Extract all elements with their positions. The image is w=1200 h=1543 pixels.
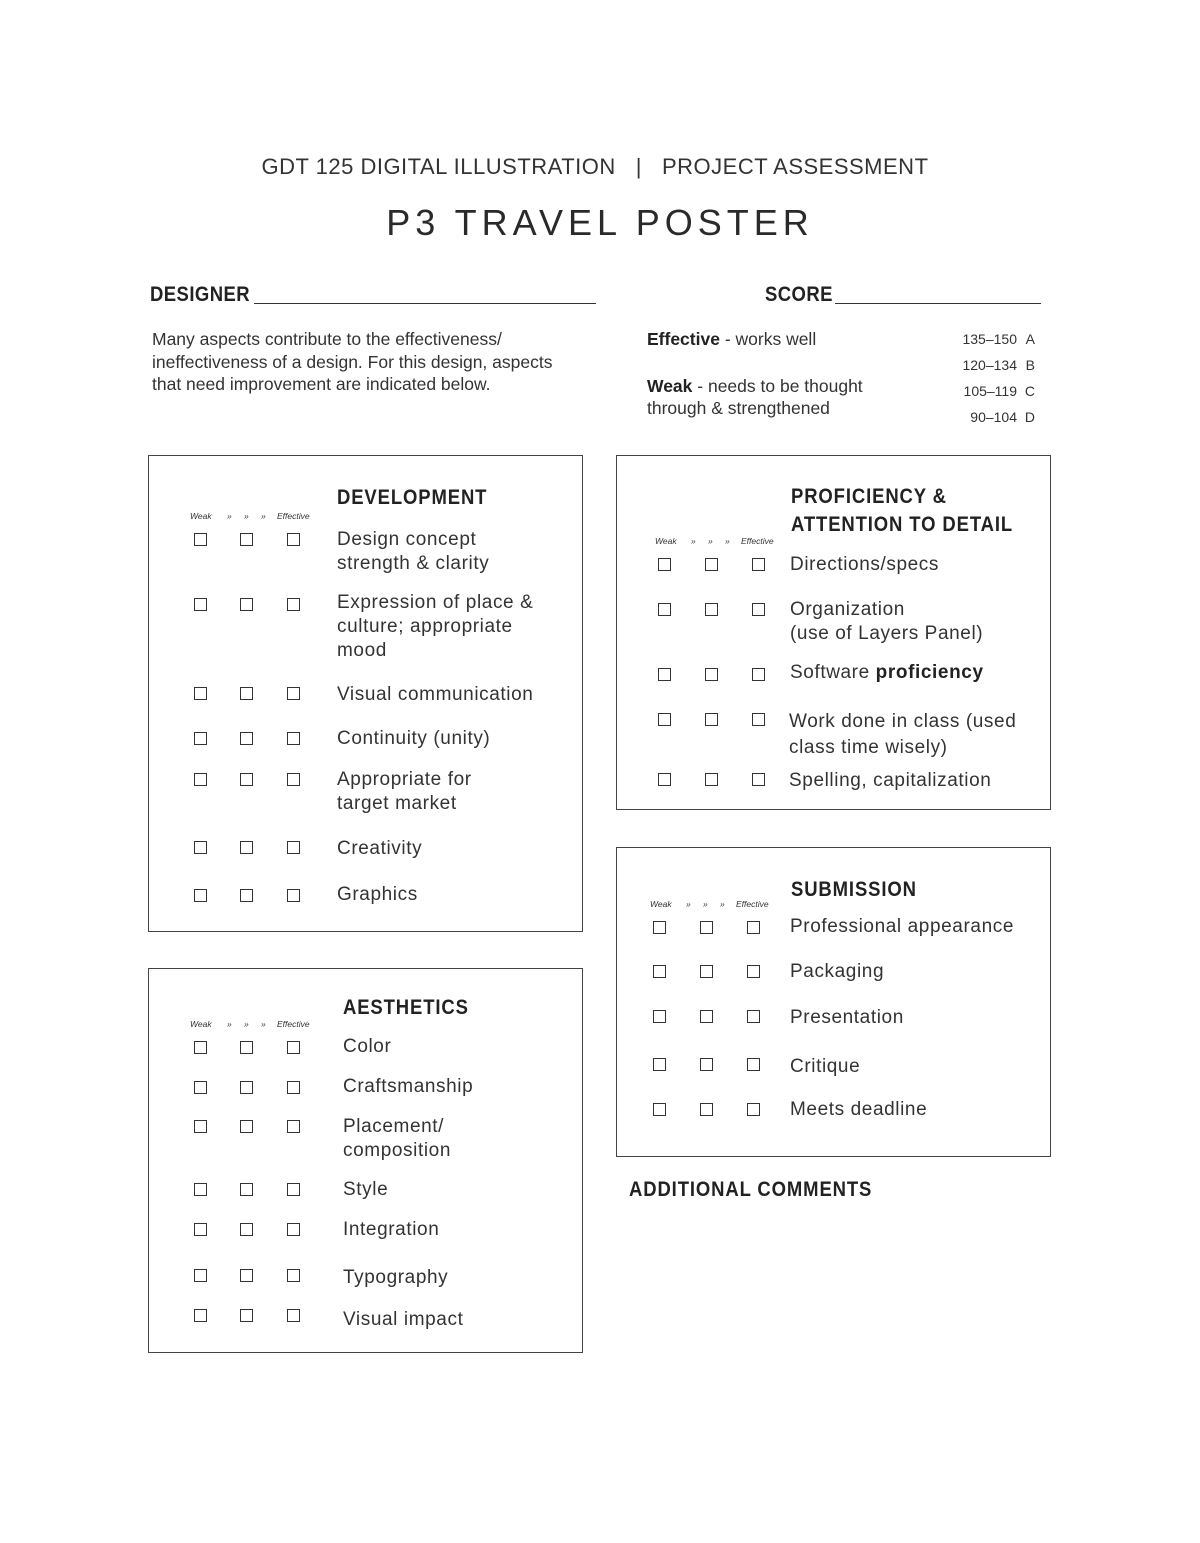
course-header [0,154,1190,180]
checkbox-effective[interactable] [287,773,300,786]
designer-field[interactable] [254,303,596,304]
checkbox-mid[interactable] [240,1183,253,1196]
checkbox-mid[interactable] [240,889,253,902]
additional-comments-label: ADDITIONAL COMMENTS [629,1178,873,1201]
criterion-target-market [337,768,472,816]
checkbox-weak[interactable] [653,1103,666,1116]
criterion-line: Design concept [337,529,477,550]
criterion-line: Organization [790,599,905,620]
checkbox-weak[interactable] [194,1041,207,1054]
course-name: GDT 125 DIGITAL ILLUSTRATION [261,154,616,179]
proficiency-title-line: PROFICIENCY & [791,485,947,508]
checkbox-effective[interactable] [287,1081,300,1094]
checkbox-effective[interactable] [287,1309,300,1322]
criterion-line: culture; appropriate [337,616,513,637]
checkbox-effective[interactable] [747,965,760,978]
scale-arrow: » [244,511,249,521]
criterion-line: mood [337,640,387,661]
criterion-integration: Integration [343,1219,440,1240]
criterion-critique: Critique [790,1056,861,1077]
criterion-line: Expression of place & [337,592,534,613]
checkbox-effective[interactable] [747,921,760,934]
scale-arrow: » [703,899,708,909]
scale-arrow: » [261,511,266,521]
checkbox-weak[interactable] [194,1269,207,1282]
scale-effective: Effective [277,511,310,521]
checkbox-effective[interactable] [747,1103,760,1116]
checkbox-weak[interactable] [658,713,671,726]
checkbox-mid[interactable] [700,965,713,978]
checkbox-weak[interactable] [194,773,207,786]
proficiency-title-line: ATTENTION TO DETAIL [791,513,1014,536]
rating-scale-header [650,899,780,911]
criterion-visual-impact: Visual impact [343,1309,464,1330]
grade-range: 120–134 [962,357,1017,373]
criterion-line: Software [790,662,876,683]
checkbox-weak[interactable] [194,1183,207,1196]
checkbox-weak[interactable] [653,1058,666,1071]
criterion-design-concept [337,528,489,576]
legend-weak-desc: - needs to be thought through & strengthened [647,376,863,418]
checkbox-weak[interactable] [194,841,207,854]
criterion-line: target market [337,793,457,814]
scale-weak: Weak [650,899,672,909]
checkbox-effective[interactable] [752,668,765,681]
grade-row [955,331,1050,357]
criterion-visual-communication: Visual communication [337,684,534,705]
checkbox-weak[interactable] [653,921,666,934]
scale-arrow: » [708,536,713,546]
checkbox-weak[interactable] [194,533,207,546]
criterion-spelling: Spelling, capitalization [789,770,992,791]
scale-arrow: » [227,511,232,521]
grade-letter: D [1024,409,1035,425]
checkbox-weak[interactable] [658,603,671,616]
criterion-line: class time wisely) [789,737,948,758]
score-field[interactable] [835,303,1041,304]
checkbox-mid[interactable] [705,603,718,616]
checkbox-effective[interactable] [287,1041,300,1054]
criterion-presentation: Presentation [790,1007,904,1028]
grade-letter: B [1025,357,1035,373]
checkbox-mid[interactable] [700,1010,713,1023]
grade-row [955,383,1050,409]
checkbox-mid[interactable] [705,558,718,571]
checkbox-weak[interactable] [653,1010,666,1023]
grade-row [955,357,1050,383]
proficiency-title [791,483,1013,539]
checkbox-mid[interactable] [240,732,253,745]
criterion-continuity: Continuity (unity) [337,728,491,749]
assessment-label: PROJECT ASSESSMENT [661,154,929,179]
grade-scale [955,331,1050,435]
additional-comments-area[interactable] [629,1212,1050,1352]
checkbox-effective[interactable] [287,687,300,700]
criterion-line: Placement/ [343,1116,445,1137]
criterion-line: strength & clarity [337,553,490,574]
scale-arrow: » [720,899,725,909]
rating-scale-header [190,511,320,523]
criterion-directions: Directions/specs [790,554,939,575]
checkbox-effective[interactable] [287,889,300,902]
criterion-line: (use of Layers Panel) [790,623,984,644]
criterion-line: Appropriate for [337,769,472,790]
checkbox-mid[interactable] [700,1058,713,1071]
checkbox-effective[interactable] [287,732,300,745]
header-separator: | [635,154,642,179]
grade-letter: A [1025,331,1035,347]
checkbox-mid[interactable] [700,1103,713,1116]
criterion-craftsmanship: Craftsmanship [343,1076,474,1097]
checkbox-effective[interactable] [752,713,765,726]
checkbox-mid[interactable] [240,841,253,854]
checkbox-weak[interactable] [194,1223,207,1236]
scale-arrow: » [244,1019,249,1029]
checkbox-mid[interactable] [240,1309,253,1322]
legend-effective [647,328,907,350]
checkbox-weak[interactable] [194,598,207,611]
criterion-emphasis: proficiency [875,662,984,683]
checkbox-mid[interactable] [240,533,253,546]
scale-weak: Weak [655,536,677,546]
checkbox-weak[interactable] [194,1081,207,1094]
criterion-work-in-class [789,709,1016,761]
checkbox-effective[interactable] [752,603,765,616]
checkbox-mid[interactable] [700,921,713,934]
checkbox-mid[interactable] [705,773,718,786]
checkbox-effective[interactable] [752,773,765,786]
checkbox-effective[interactable] [287,1120,300,1133]
checkbox-effective[interactable] [752,558,765,571]
criterion-color: Color [343,1036,392,1057]
scale-effective: Effective [741,536,774,546]
grade-row [955,409,1050,435]
page-title: P3 TRAVEL POSTER [386,202,814,243]
checkbox-mid[interactable] [240,1223,253,1236]
checkbox-mid[interactable] [705,713,718,726]
scale-arrow: » [686,899,691,909]
criterion-graphics: Graphics [337,884,418,905]
scale-arrow: » [227,1019,232,1029]
checkbox-weak[interactable] [194,687,207,700]
grade-range: 105–119 [963,383,1017,399]
criterion-meets-deadline: Meets deadline [790,1099,928,1120]
legend-weak [647,375,907,419]
rating-scale-header [190,1019,320,1031]
checkbox-mid[interactable] [240,598,253,611]
submission-title: SUBMISSION [791,878,917,901]
development-title: DEVELOPMENT [337,486,488,509]
scale-arrow: » [691,536,696,546]
checkbox-weak[interactable] [194,889,207,902]
checkbox-weak[interactable] [194,1120,207,1133]
checkbox-mid[interactable] [240,773,253,786]
checkbox-effective[interactable] [287,1269,300,1282]
legend-effective-term: Effective [647,329,720,349]
checkbox-mid[interactable] [240,1081,253,1094]
checkbox-mid[interactable] [705,668,718,681]
criterion-placement [343,1115,451,1163]
checkbox-effective[interactable] [287,598,300,611]
scale-weak: Weak [190,1019,212,1029]
scale-arrow: » [725,536,730,546]
grade-range: 135–150 [962,331,1017,347]
checkbox-effective[interactable] [287,841,300,854]
criterion-creativity: Creativity [337,838,423,859]
criterion-line: composition [343,1140,451,1161]
checkbox-effective[interactable] [287,1183,300,1196]
intro-text: Many aspects contribute to the effectiveness/ ineffectiveness of a design. For this design, aspects that need improvement are indicated below. [152,329,553,394]
criterion-organization [790,598,983,646]
checkbox-mid[interactable] [240,1120,253,1133]
scale-effective: Effective [736,899,769,909]
checkbox-weak[interactable] [194,732,207,745]
criterion-line: Work done in class (used [789,711,1017,732]
criterion-professional-appearance: Professional appearance [790,916,1014,937]
legend-effective-desc: - works well [719,329,817,349]
checkbox-mid[interactable] [240,1269,253,1282]
scale-effective: Effective [277,1019,310,1029]
score-label: SCORE [765,283,833,306]
criterion-packaging: Packaging [790,961,885,982]
checkbox-mid[interactable] [240,1041,253,1054]
grade-letter: C [1024,383,1035,399]
criterion-style: Style [343,1179,389,1200]
checkbox-weak[interactable] [653,965,666,978]
checkbox-weak[interactable] [658,668,671,681]
legend-weak-term: Weak [647,376,693,396]
checkbox-effective[interactable] [287,533,300,546]
checkbox-weak[interactable] [658,773,671,786]
criterion-typography: Typography [343,1267,449,1288]
checkbox-mid[interactable] [240,687,253,700]
checkbox-weak[interactable] [658,558,671,571]
criterion-software-proficiency [790,661,984,685]
grade-range: 90–104 [970,409,1017,425]
scale-weak: Weak [190,511,212,521]
criterion-expression-of-place [337,591,533,663]
aesthetics-title: AESTHETICS [343,996,469,1019]
checkbox-effective[interactable] [287,1223,300,1236]
rating-scale-header [655,536,785,548]
checkbox-effective[interactable] [747,1010,760,1023]
designer-label: DESIGNER [150,283,251,306]
checkbox-effective[interactable] [747,1058,760,1071]
checkbox-weak[interactable] [194,1309,207,1322]
scale-arrow: » [261,1019,266,1029]
